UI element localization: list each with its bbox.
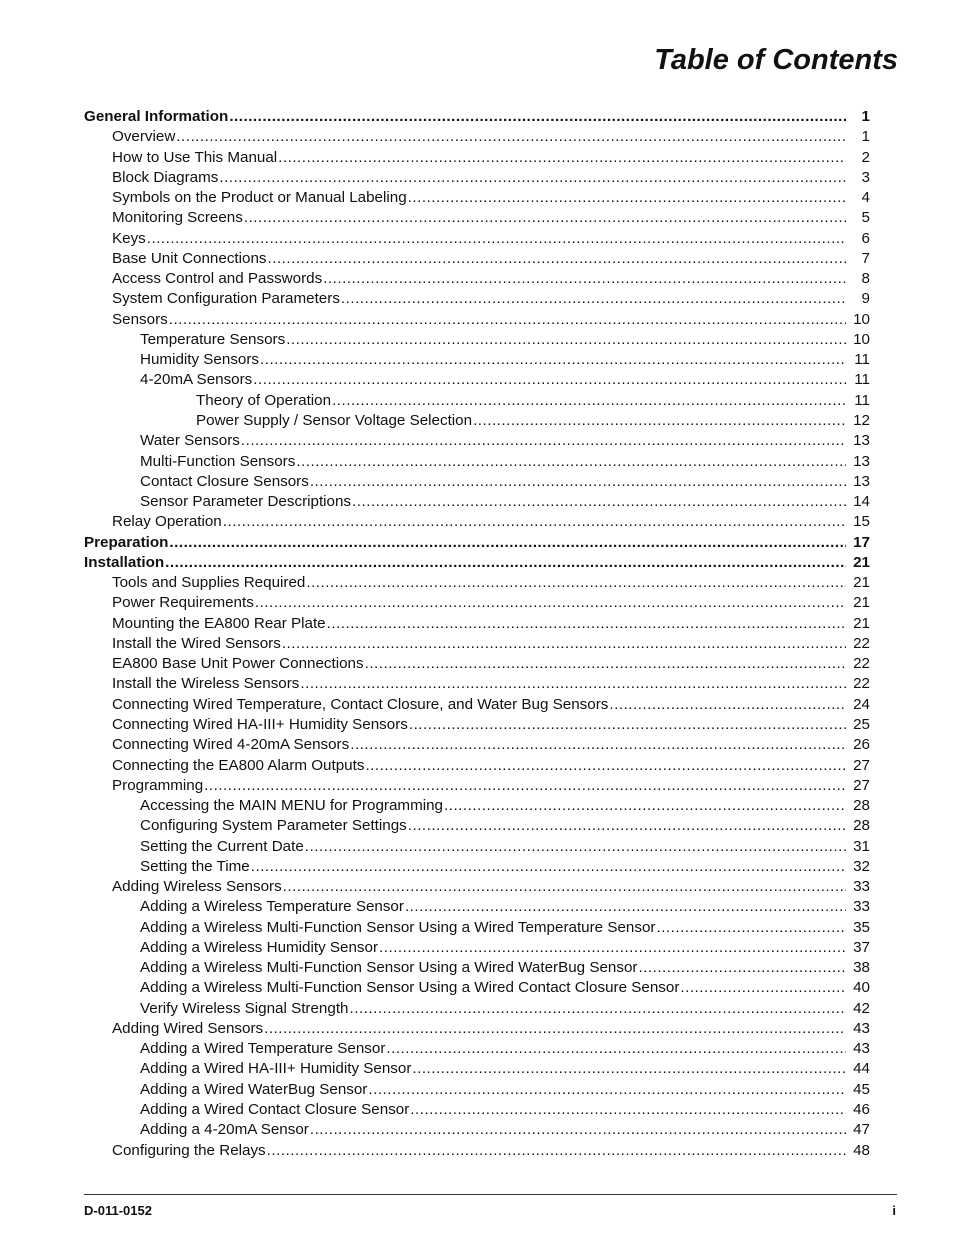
toc-entry-page: 3 xyxy=(861,168,870,186)
dot-leader xyxy=(176,127,846,147)
toc-entry-title: Adding a Wired Temperature Sensor xyxy=(140,1040,386,1058)
dot-leader xyxy=(169,310,846,330)
dot-leader xyxy=(255,593,846,613)
toc-entry-page: 43 xyxy=(853,1019,870,1037)
toc-entry[interactable] xyxy=(84,614,870,634)
dot-leader xyxy=(229,107,846,127)
toc-entry-page: 24 xyxy=(853,695,870,713)
toc-entry-page: 28 xyxy=(853,797,870,815)
toc-entry[interactable] xyxy=(84,796,870,816)
toc-entry-title: Overview xyxy=(112,128,176,146)
toc-entry-page: 47 xyxy=(853,1121,870,1139)
toc-entry[interactable] xyxy=(84,857,870,877)
toc-entry-page: 43 xyxy=(853,1040,870,1058)
toc-entry-page: 42 xyxy=(853,999,870,1017)
dot-leader xyxy=(204,776,846,796)
toc-entry[interactable] xyxy=(84,553,870,573)
toc-entry-page: 26 xyxy=(853,736,870,754)
dot-leader xyxy=(278,148,846,168)
toc-entry[interactable] xyxy=(84,431,870,451)
toc-entry[interactable] xyxy=(84,1120,870,1140)
toc-entry-page: 35 xyxy=(853,918,870,936)
toc-entry[interactable] xyxy=(84,837,870,857)
toc-entry-page: 12 xyxy=(853,411,870,429)
dot-leader xyxy=(352,492,846,512)
toc-entry-title: Power Supply / Sensor Voltage Selection xyxy=(196,411,473,429)
toc-entry-title: Adding a Wired Contact Closure Sensor xyxy=(140,1101,410,1119)
toc-entry[interactable] xyxy=(84,816,870,836)
toc-entry[interactable] xyxy=(84,1039,870,1059)
toc-entry-page: 37 xyxy=(853,938,870,956)
toc-entry[interactable] xyxy=(84,533,870,553)
toc-entry-title: Symbols on the Product or Manual Labeling xyxy=(112,189,407,207)
toc-entry-title: Adding a 4-20mA Sensor xyxy=(140,1121,309,1139)
dot-leader xyxy=(251,857,846,877)
toc-entry-title: Setting the Time xyxy=(140,857,250,875)
dot-leader xyxy=(169,533,846,553)
toc-entry-title: Adding a Wireless Multi-Function Sensor Using a Wired Contact Closure Sensor xyxy=(140,979,680,997)
toc-entry-page: 8 xyxy=(861,270,870,288)
toc-entry-page: 4 xyxy=(861,189,870,207)
toc-entry[interactable] xyxy=(84,897,870,917)
dot-leader xyxy=(638,958,846,978)
toc-entry-title: Connecting Wired 4-20mA Sensors xyxy=(112,736,350,754)
toc-entry[interactable] xyxy=(84,411,870,431)
toc-entry[interactable] xyxy=(84,127,870,147)
toc-entry-page: 11 xyxy=(854,371,870,389)
toc-entry[interactable] xyxy=(84,938,870,958)
toc-entry-page: 17 xyxy=(853,533,870,551)
toc-entry-title: Humidity Sensors xyxy=(140,351,260,369)
dot-leader xyxy=(264,1019,846,1039)
dot-leader xyxy=(310,1120,846,1140)
footer-document-id: D-011-0152 xyxy=(84,1203,152,1218)
dot-leader xyxy=(268,249,847,269)
dot-leader xyxy=(300,674,846,694)
toc-entry[interactable] xyxy=(84,978,870,998)
footer-divider xyxy=(84,1194,897,1195)
dot-leader xyxy=(253,370,846,390)
dot-leader xyxy=(386,1039,846,1059)
toc-entry-page: 44 xyxy=(853,1060,870,1078)
dot-leader xyxy=(408,188,846,208)
dot-leader xyxy=(656,918,846,938)
dot-leader xyxy=(286,330,846,350)
toc-entry[interactable] xyxy=(84,391,870,411)
toc-entry-title: Adding a Wireless Multi-Function Sensor Using a Wired WaterBug Sensor xyxy=(140,959,638,977)
toc-entry-title: Connecting Wired Temperature, Contact Closure, and Water Bug Sensors xyxy=(112,695,609,713)
toc-entry-page: 27 xyxy=(853,756,870,774)
toc-entry-page: 21 xyxy=(853,614,870,632)
dot-leader xyxy=(165,553,846,573)
toc-entry-page: 13 xyxy=(853,432,870,450)
toc-entry[interactable] xyxy=(84,776,870,796)
dot-leader xyxy=(241,431,846,451)
dot-leader xyxy=(306,573,846,593)
dot-leader xyxy=(267,1141,846,1161)
dot-leader xyxy=(365,756,846,776)
toc-entry[interactable] xyxy=(84,229,870,249)
toc-entry-page: 10 xyxy=(853,310,870,328)
dot-leader xyxy=(296,452,846,472)
toc-entry-title: Adding a Wireless Temperature Sensor xyxy=(140,898,404,916)
toc-entry-title: Temperature Sensors xyxy=(140,330,286,348)
dot-leader xyxy=(147,229,846,249)
toc-entry-page: 13 xyxy=(853,472,870,490)
toc-entry-page: 1 xyxy=(861,128,870,146)
toc-entry-title: Install the Wired Sensors xyxy=(112,634,281,652)
toc-entry-title: Configuring the Relays xyxy=(112,1141,266,1159)
toc-entry-title: Access Control and Passwords xyxy=(112,270,323,288)
toc-entry-page: 28 xyxy=(853,817,870,835)
toc-entry-title: General Information xyxy=(84,108,229,125)
toc-entry-title: Sensors xyxy=(112,310,168,328)
toc-entry[interactable] xyxy=(84,573,870,593)
toc-entry-title: How to Use This Manual xyxy=(112,148,278,166)
toc-entry-title: Mounting the EA800 Rear Plate xyxy=(112,614,326,632)
toc-entry-title: Installation xyxy=(84,553,165,571)
dot-leader xyxy=(368,1080,846,1100)
toc-entry[interactable] xyxy=(84,492,870,512)
dot-leader xyxy=(282,634,846,654)
toc-entry-title: Theory of Operation xyxy=(196,391,332,409)
dot-leader xyxy=(444,796,846,816)
toc-entry-page: 2 xyxy=(861,148,870,166)
toc-entry-title: Sensor Parameter Descriptions xyxy=(140,493,352,511)
dot-leader xyxy=(379,938,846,958)
toc-entry-title: Preparation xyxy=(84,533,169,551)
toc-entry[interactable] xyxy=(84,370,870,390)
dot-leader xyxy=(223,512,846,532)
dot-leader xyxy=(412,1059,846,1079)
toc-entry[interactable] xyxy=(84,1141,870,1161)
toc-entry-page: 9 xyxy=(861,290,870,308)
dot-leader xyxy=(341,289,846,309)
toc-entry-page: 15 xyxy=(853,513,870,531)
dot-leader xyxy=(327,614,846,634)
toc-entry-title: Contact Closure Sensors xyxy=(140,472,309,490)
dot-leader xyxy=(409,715,846,735)
toc-entry-title: Water Sensors xyxy=(140,432,240,450)
toc-entry-page: 13 xyxy=(853,452,870,470)
toc-entry-page: 22 xyxy=(853,655,870,673)
dot-leader xyxy=(332,391,846,411)
toc-entry[interactable] xyxy=(84,877,870,897)
toc-entry[interactable] xyxy=(84,756,870,776)
toc-entry-page: 40 xyxy=(853,979,870,997)
dot-leader xyxy=(410,1100,846,1120)
toc-entry-title: Base Unit Connections xyxy=(112,249,267,267)
table-of-contents xyxy=(84,107,870,1161)
toc-entry[interactable] xyxy=(84,1100,870,1120)
toc-entry[interactable] xyxy=(84,208,870,228)
toc-entry-page: 31 xyxy=(853,837,870,855)
toc-entry[interactable] xyxy=(84,695,870,715)
toc-entry-page: 11 xyxy=(854,391,870,409)
dot-leader xyxy=(350,999,847,1019)
toc-entry[interactable] xyxy=(84,289,870,309)
dot-leader xyxy=(473,411,846,431)
toc-entry-page: 25 xyxy=(853,715,870,733)
toc-entry-page: 21 xyxy=(853,553,870,571)
toc-entry-page: 5 xyxy=(861,209,870,227)
toc-entry[interactable] xyxy=(84,188,870,208)
toc-entry-page: 27 xyxy=(853,776,870,794)
toc-entry[interactable] xyxy=(84,999,870,1019)
dot-leader xyxy=(408,816,846,836)
toc-entry-page: 10 xyxy=(853,330,870,348)
toc-entry[interactable] xyxy=(84,249,870,269)
toc-entry-title: Keys xyxy=(112,229,146,247)
footer-page-number: i xyxy=(892,1203,896,1218)
toc-entry-title: Setting the Current Date xyxy=(140,837,304,855)
toc-entry-title: Install the Wireless Sensors xyxy=(112,675,300,693)
toc-entry-title: Accessing the MAIN MENU for Programming xyxy=(140,797,443,815)
toc-entry-page: 33 xyxy=(853,898,870,916)
dot-leader xyxy=(609,695,846,715)
dot-leader xyxy=(405,897,846,917)
dot-leader xyxy=(680,978,846,998)
toc-entry[interactable] xyxy=(84,107,870,127)
toc-entry-title: Connecting Wired HA-III+ Humidity Sensors xyxy=(112,715,408,733)
toc-entry-page: 22 xyxy=(853,634,870,652)
toc-entry[interactable] xyxy=(84,310,870,330)
toc-entry[interactable] xyxy=(84,452,870,472)
toc-entry[interactable] xyxy=(84,350,870,370)
dot-leader xyxy=(323,269,846,289)
toc-entry-page: 45 xyxy=(853,1080,870,1098)
toc-entry[interactable] xyxy=(84,330,870,350)
toc-entry[interactable] xyxy=(84,958,870,978)
toc-entry-page: 22 xyxy=(853,675,870,693)
toc-entry[interactable] xyxy=(84,634,870,654)
dot-leader xyxy=(244,208,846,228)
toc-entry[interactable] xyxy=(84,1080,870,1100)
toc-entry-title: Adding a Wired HA-III+ Humidity Sensor xyxy=(140,1060,412,1078)
toc-entry-title: Multi-Function Sensors xyxy=(140,452,296,470)
toc-entry-page: 33 xyxy=(853,878,870,896)
toc-entry-title: Adding Wired Sensors xyxy=(112,1019,264,1037)
toc-entry-title: Adding a Wireless Humidity Sensor xyxy=(140,938,379,956)
toc-entry-page: 38 xyxy=(853,959,870,977)
toc-entry-page: 6 xyxy=(861,229,870,247)
toc-entry[interactable] xyxy=(84,1059,870,1079)
dot-leader xyxy=(283,877,846,897)
toc-entry-title: Adding a Wired WaterBug Sensor xyxy=(140,1080,368,1098)
toc-entry-title: Monitoring Screens xyxy=(112,209,243,227)
toc-entry-page: 14 xyxy=(853,493,870,511)
toc-entry[interactable] xyxy=(84,269,870,289)
toc-entry-page: 46 xyxy=(853,1101,870,1119)
toc-entry-page: 32 xyxy=(853,857,870,875)
toc-entry-title: Power Requirements xyxy=(112,594,254,612)
dot-leader xyxy=(260,350,846,370)
toc-entry-page: 11 xyxy=(854,351,870,369)
page-title: Table of Contents xyxy=(654,44,898,76)
dot-leader xyxy=(305,837,846,857)
toc-entry[interactable] xyxy=(84,593,870,613)
toc-entry-title: Adding a Wireless Multi-Function Sensor Using a Wired Temperature Sensor xyxy=(140,918,656,936)
toc-entry[interactable] xyxy=(84,472,870,492)
toc-entry[interactable] xyxy=(84,148,870,168)
dot-leader xyxy=(219,168,846,188)
toc-entry[interactable] xyxy=(84,735,870,755)
toc-entry[interactable] xyxy=(84,1019,870,1039)
toc-entry-title: System Configuration Parameters xyxy=(112,290,340,308)
toc-entry-title: Programming xyxy=(112,776,204,794)
toc-entry-title: Configuring System Parameter Settings xyxy=(140,817,407,835)
toc-entry-title: Adding Wireless Sensors xyxy=(112,878,282,896)
toc-entry-page: 48 xyxy=(853,1141,870,1159)
toc-entry-title: Verify Wireless Signal Strength xyxy=(140,999,349,1017)
toc-entry-title: EA800 Base Unit Power Connections xyxy=(112,655,364,673)
dot-leader xyxy=(310,472,846,492)
dot-leader xyxy=(365,654,846,674)
toc-entry-page: 1 xyxy=(861,108,870,125)
toc-entry[interactable] xyxy=(84,512,870,532)
toc-entry-page: 7 xyxy=(861,249,870,267)
toc-entry[interactable] xyxy=(84,715,870,735)
toc-entry-page: 21 xyxy=(853,574,870,592)
toc-entry-page: 21 xyxy=(853,594,870,612)
toc-entry-title: Block Diagrams xyxy=(112,168,219,186)
toc-entry[interactable] xyxy=(84,674,870,694)
toc-entry-title: Connecting the EA800 Alarm Outputs xyxy=(112,756,365,774)
toc-entry[interactable] xyxy=(84,918,870,938)
toc-entry[interactable] xyxy=(84,168,870,188)
dot-leader xyxy=(350,735,846,755)
toc-entry-title: 4-20mA Sensors xyxy=(140,371,253,389)
toc-entry[interactable] xyxy=(84,654,870,674)
toc-entry-title: Tools and Supplies Required xyxy=(112,574,306,592)
toc-entry-title: Relay Operation xyxy=(112,513,222,531)
